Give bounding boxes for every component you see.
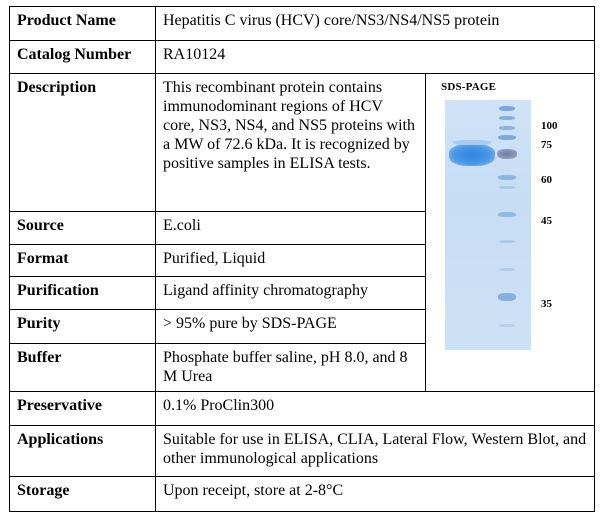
ladder-band xyxy=(499,106,515,111)
purification-value: Ligand affinity chromatography xyxy=(156,277,426,310)
gel-image xyxy=(445,100,531,350)
ladder-band xyxy=(498,293,516,301)
sds-page-figure xyxy=(426,74,595,392)
ladder-band xyxy=(497,149,517,159)
product-name-label: Product Name xyxy=(10,7,156,41)
format-value: Purified, Liquid xyxy=(156,245,426,277)
table-row xyxy=(10,74,595,212)
buffer-value: Phosphate buffer saline, pH 8.0, and 8 M Urea xyxy=(156,343,426,391)
spec-table xyxy=(9,6,595,512)
table-row xyxy=(10,7,595,41)
purification-label: Purification xyxy=(10,277,156,310)
storage-label: Storage xyxy=(10,477,156,512)
table-row xyxy=(10,41,595,74)
purity-value: > 95% pure by SDS-PAGE xyxy=(156,310,426,343)
ladder-band xyxy=(499,240,515,243)
ladder-band xyxy=(499,324,515,327)
ladder-band xyxy=(499,126,515,130)
ladder-band xyxy=(499,268,515,271)
applications-label: Applications xyxy=(10,426,156,477)
source-value: E.coli xyxy=(156,211,426,244)
mw-marker-35: 35 xyxy=(541,298,552,310)
mw-marker-75: 75 xyxy=(541,139,552,151)
storage-value: Upon receipt, store at 2-8°C xyxy=(156,477,595,512)
purity-label: Purity xyxy=(10,310,156,343)
format-label: Format xyxy=(10,245,156,277)
ladder-band xyxy=(498,135,516,140)
mw-marker-45: 45 xyxy=(541,215,552,227)
applications-value: Suitable for use in ELISA, CLIA, Lateral Flow, Western Blot, and other immunological applications xyxy=(156,426,595,477)
mw-marker-60: 60 xyxy=(541,174,552,186)
ladder-band xyxy=(498,175,516,180)
ladder-band xyxy=(499,186,515,189)
protein-band-faint xyxy=(453,140,491,145)
table-row xyxy=(10,426,595,477)
ladder-band xyxy=(498,212,516,217)
product-name-value: Hepatitis C virus (HCV) core/NS3/NS4/NS5 protein xyxy=(156,7,595,41)
catalog-number-label: Catalog Number xyxy=(10,41,156,74)
source-label: Source xyxy=(10,211,156,244)
ladder-band xyxy=(499,116,515,120)
protein-band xyxy=(449,144,495,166)
buffer-label: Buffer xyxy=(10,343,156,391)
description-value: This recombinant protein contains immunodominant regions of HCV core, NS3, NS4, and NS5 proteins with a MW of 72.6 kDa. It is recognized by positive samples in ELISA tests. xyxy=(156,74,426,212)
gel-title: SDS-PAGE xyxy=(441,81,497,93)
table-row xyxy=(10,392,595,426)
mw-marker-100: 100 xyxy=(541,120,558,132)
product-spec-sheet xyxy=(9,6,594,508)
description-label: Description xyxy=(10,74,156,212)
preservative-value: 0.1% ProClin300 xyxy=(156,392,595,426)
table-row xyxy=(10,477,595,512)
preservative-label: Preservative xyxy=(10,392,156,426)
catalog-number-value: RA10124 xyxy=(156,41,595,74)
